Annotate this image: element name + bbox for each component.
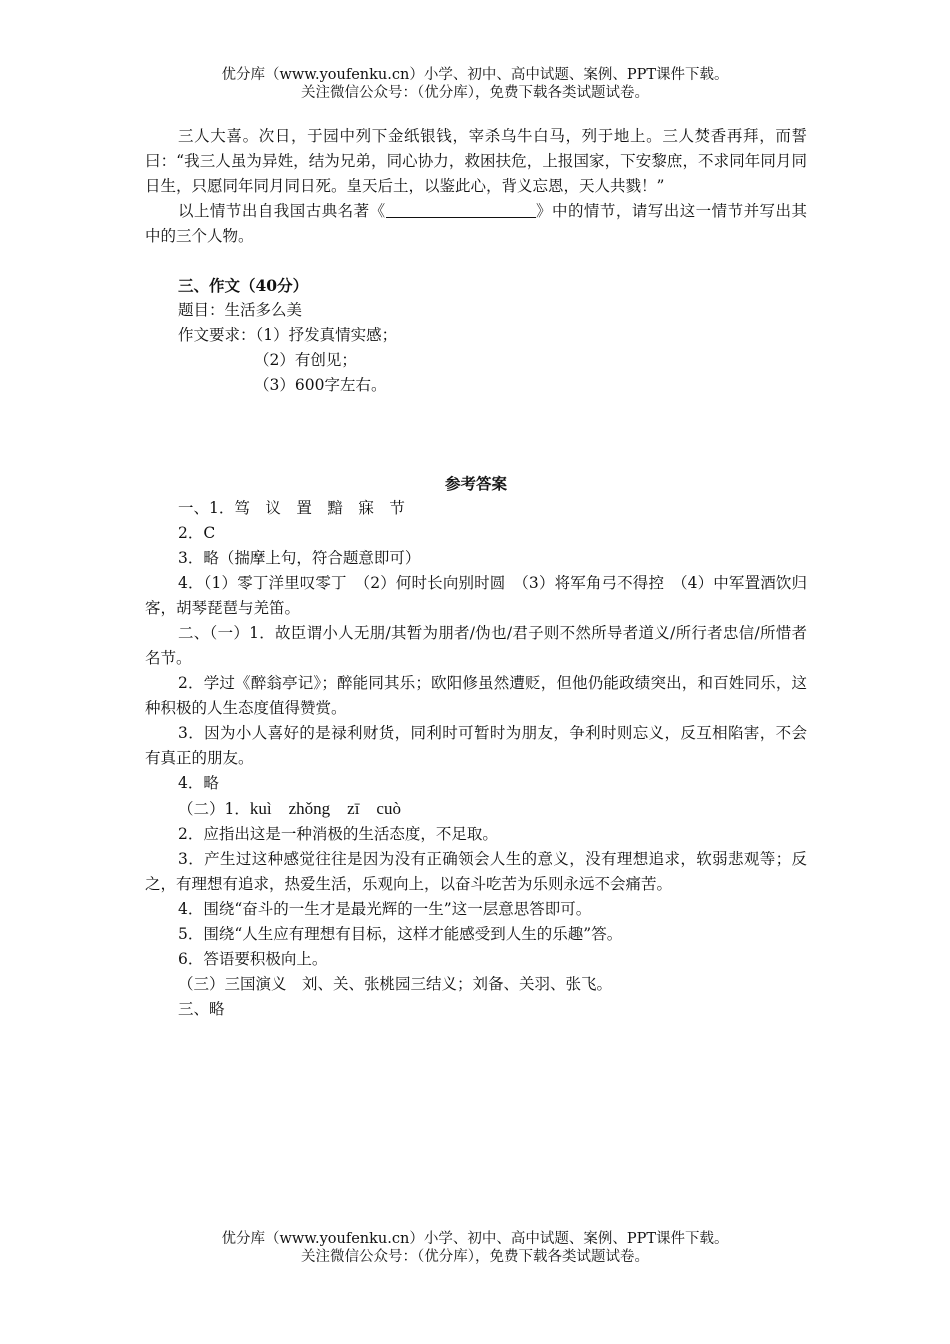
page-header bbox=[0, 66, 950, 102]
essay-requirement-2: （2）有创见； bbox=[254, 351, 357, 369]
essay-heading: 三、作文（40分） bbox=[178, 276, 309, 295]
answer-line: 3．略（揣摩上句，符合题意即可） bbox=[178, 549, 421, 567]
question-text-after: 》中的情节，请写出这一情节并写出其中的三个人物。 bbox=[145, 202, 807, 245]
answer-line: 三、略 bbox=[178, 1000, 225, 1018]
answer-line: 2．应指出这是一种消极的生活态度，不足取。 bbox=[178, 825, 498, 843]
question-text-before: 以上情节出自我国古典名著《 bbox=[178, 202, 386, 220]
answers-heading: 参考答案 bbox=[444, 474, 507, 493]
page-footer bbox=[0, 1230, 950, 1266]
header-line-2: 关注微信公众号：（优分库），免费下载各类试题试卷。 bbox=[301, 85, 649, 101]
essay-requirement-3: （3）600字左右。 bbox=[254, 376, 387, 394]
answer-line: 2．C bbox=[178, 524, 216, 542]
answer-line: 一、1．笃 议 置 黯 寐 节 bbox=[178, 499, 405, 517]
passage-question bbox=[145, 199, 807, 249]
page-body bbox=[145, 124, 807, 1022]
essay-requirement-1: 作文要求：（1）抒发真情实感； bbox=[178, 326, 398, 344]
passage-paragraph: 三人大喜。次日，于园中列下金纸银钱，宰杀乌牛白马，列于地上。三人焚香再拜，而誓曰：“我三人虽为异姓，结为兄弟，同心协力，救困扶危，上报国家，下安黎庶，不求同年同月同日生，只愿同年同月同日死。皇天后土，以鉴此心，背义忘恩，天人共戮！” bbox=[145, 127, 807, 195]
answer-line: 4．（1）零丁洋里叹零丁 （2）何时长向别时圆 （3）将军角弓不得控 （4）中军置酒饮归客，胡琴琵琶与羌笛。 bbox=[145, 574, 807, 617]
answer-line: （三）三国演义 刘、关、张桃园三结义；刘备、关羽、张飞。 bbox=[178, 975, 613, 993]
answer-blank bbox=[386, 199, 536, 218]
answer-line: 2．学过《醉翁亭记》；醉能同其乐；欧阳修虽然遭贬，但他仍能政绩突出，和百姓同乐，这种积极的人生态度值得赞赏。 bbox=[145, 674, 807, 717]
answer-line: 5．围绕“人生应有理想有目标，这样才能感受到人生的乐趣”答。 bbox=[178, 925, 623, 943]
answer-line: 3．产生过这种感觉往往是因为没有正确领会人生的意义，没有理想追求，软弱悲观等；反之，有理想有追求，热爱生活，乐观向上，以奋斗吃苦为乐则永远不会痛苦。 bbox=[145, 850, 807, 893]
pinyin-answer: kuì zhǒng zī cuò bbox=[249, 799, 401, 818]
answer-line: 二、（一）1．故臣谓小人无朋/其暂为朋者/伪也/君子则不然所导者道义/所行者忠信/所惜者名节。 bbox=[145, 624, 807, 667]
essay-title: 题目：生活多么美 bbox=[178, 301, 303, 319]
pinyin-prefix: （二）1． bbox=[178, 800, 250, 818]
answer-line: 3．因为小人喜好的是禄利财货，同利时可暂时为朋友，争利时则忘义，反互相陷害，不会有真正的朋友。 bbox=[145, 724, 807, 767]
answer-line-pinyin bbox=[145, 796, 807, 822]
answer-line: 4．略 bbox=[178, 774, 219, 792]
answer-line: 6．答语要积极向上。 bbox=[178, 950, 328, 968]
answer-line: 4．围绕“奋斗的一生才是最光辉的一生”这一层意思答即可。 bbox=[178, 900, 592, 918]
footer-line-1: 优分库（www.youfenku.cn）小学、初中、高中试题、案例、PPT课件下载。 bbox=[221, 1231, 729, 1247]
header-line-1: 优分库（www.youfenku.cn）小学、初中、高中试题、案例、PPT课件下载。 bbox=[221, 67, 729, 83]
footer-line-2: 关注微信公众号：（优分库），免费下载各类试题试卷。 bbox=[301, 1249, 649, 1265]
